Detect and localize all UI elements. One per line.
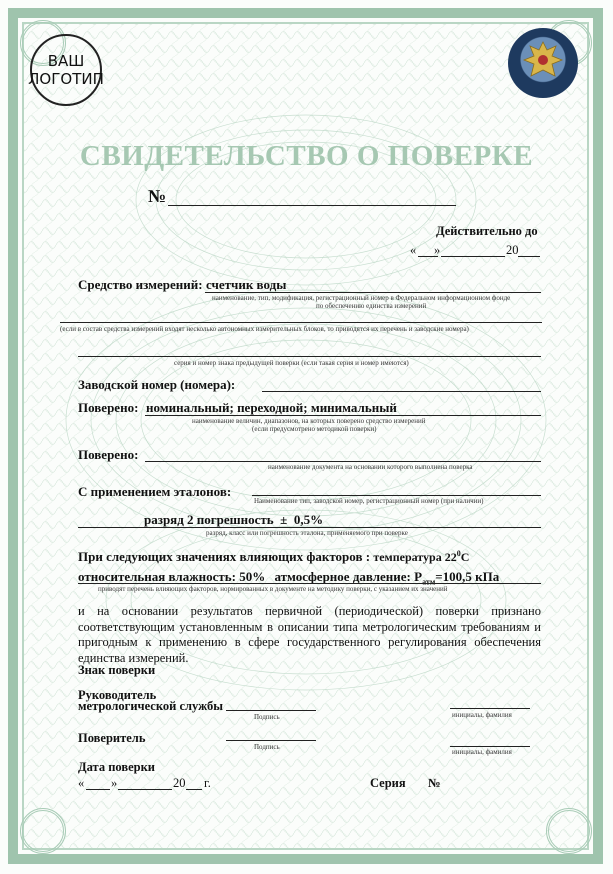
verified-range-label: Поверено: xyxy=(78,400,139,415)
verifier-name-line xyxy=(450,746,530,747)
standards-hint-1: Наименование тип, заводской номер, регистрационный номер (при наличии) xyxy=(254,497,484,505)
verification-date-open: « xyxy=(78,776,85,790)
verified-document-hint: наименование документа на основании которого выполнена поверка xyxy=(268,463,473,471)
verifier-label: Поверитель xyxy=(78,731,146,745)
certificate-number-label: № xyxy=(148,186,167,206)
verification-day-line xyxy=(86,789,110,790)
standards-line xyxy=(252,495,541,496)
serial-number-label: Заводской номер (номера): xyxy=(78,377,236,392)
conclusion-paragraph: и на основании результатов первичной (периодической) поверки признано соответствующим установленным в описании типа метрологическим требованиям и пригодным к применению в сфере государственного регулирования обеспечения единства измерений. xyxy=(78,604,541,665)
verified-document-label: Поверено: xyxy=(78,447,139,462)
factors-label: При следующих значениях влияющих факторов : xyxy=(78,549,371,564)
instrument-hint-2: по обеспечению единства измерений xyxy=(316,302,427,310)
serial-number-line xyxy=(262,391,541,392)
factors-hint: приводят перечень влияющих факторов, нормированных в документе на методику поверки, с указанием их значений xyxy=(98,585,448,593)
verification-year: 20 xyxy=(173,776,186,790)
standards-hint-2: разряд, класс или погрешность эталона, применяемого при поверке xyxy=(206,529,408,537)
corner-ornament-bottom-left xyxy=(20,808,66,854)
factors-pressure: атмосферное давление: $P_{атм}=100,5$ кПа xyxy=(274,569,500,587)
verified-range-hint-2: (если предусмотрено методикой поверки) xyxy=(252,425,377,433)
verified-range-line xyxy=(145,415,541,416)
factors-temperature: температура $22^0С$ xyxy=(373,549,470,564)
head-title-line-2: метрологической службы xyxy=(78,699,224,713)
verification-date-label: Дата поверки xyxy=(78,760,155,774)
validity-date-open: « xyxy=(410,243,417,257)
verification-date-close: » xyxy=(111,776,118,790)
verifier-name-hint: инициалы, фамилия xyxy=(452,748,512,756)
state-emblem-icon xyxy=(508,28,578,98)
verified-range-value: номинальный; переходной; минимальный xyxy=(146,400,397,415)
verifier-signature-hint: Подпись xyxy=(254,743,280,751)
head-name-hint: инициалы, фамилия xyxy=(452,711,512,719)
factors-row-1 xyxy=(78,549,469,565)
instrument-hint-1: наименование, тип, модификация, регистрационный номер в Федеральном информационном фонде xyxy=(212,294,511,302)
validity-date-close: » xyxy=(434,243,441,257)
validity-month-line xyxy=(441,256,505,257)
verification-month-line xyxy=(118,789,172,790)
factors-line xyxy=(78,583,541,584)
instrument-label: Средство измерений: xyxy=(78,277,203,292)
verified-range-hint-1: наименование величин, диапазонов, на которых поверено средство измерений xyxy=(192,417,426,425)
verifier-signature-line xyxy=(226,740,316,741)
validity-year-prefix: 20 xyxy=(506,243,519,257)
series-label: Серия xyxy=(370,776,406,790)
company-logo xyxy=(30,34,102,106)
corner-ornament-bottom-right xyxy=(546,808,592,854)
validity-label: Действительно до xyxy=(436,224,538,238)
factors-humidity: относительная влажность: 50% xyxy=(78,569,266,584)
logo-line-1: ВАШ xyxy=(47,52,85,70)
instrument-hint-4: серия и номер знака предыдущей поверки (если такая серия и номер имеются) xyxy=(174,359,409,367)
verification-year-suffix: г. xyxy=(204,776,211,790)
verification-mark-label: Знак поверки xyxy=(78,663,156,677)
instrument-line-2 xyxy=(60,322,542,323)
instrument-line xyxy=(205,292,541,293)
validity-year-line xyxy=(518,256,540,257)
verified-document-line xyxy=(145,461,541,462)
standards-value-line xyxy=(78,527,541,528)
head-signature-hint: Подпись xyxy=(254,713,280,721)
series-number-label: № xyxy=(428,776,441,790)
certificate-number-line xyxy=(168,205,456,206)
certificate-title: СВИДЕТЕЛЬСТВО О ПОВЕРКЕ xyxy=(79,140,534,172)
head-title-line-1: Руководитель xyxy=(78,688,157,702)
instrument-hint-3: (если в состав средства измерений входят несколько автономных измерительных блоков, то приводятся их перечень и заводские номера) xyxy=(60,325,469,333)
head-name-line xyxy=(450,708,530,709)
standards-value: разряд 2 погрешность ± 0,5% xyxy=(144,512,324,527)
instrument-line-3 xyxy=(78,356,541,357)
instrument-value: счетчик воды xyxy=(206,277,287,292)
verification-year-line xyxy=(186,789,202,790)
head-signature-line xyxy=(226,710,316,711)
logo-line-2: ЛОГОТИП xyxy=(28,70,104,88)
standards-label: С применением эталонов: xyxy=(78,484,232,499)
